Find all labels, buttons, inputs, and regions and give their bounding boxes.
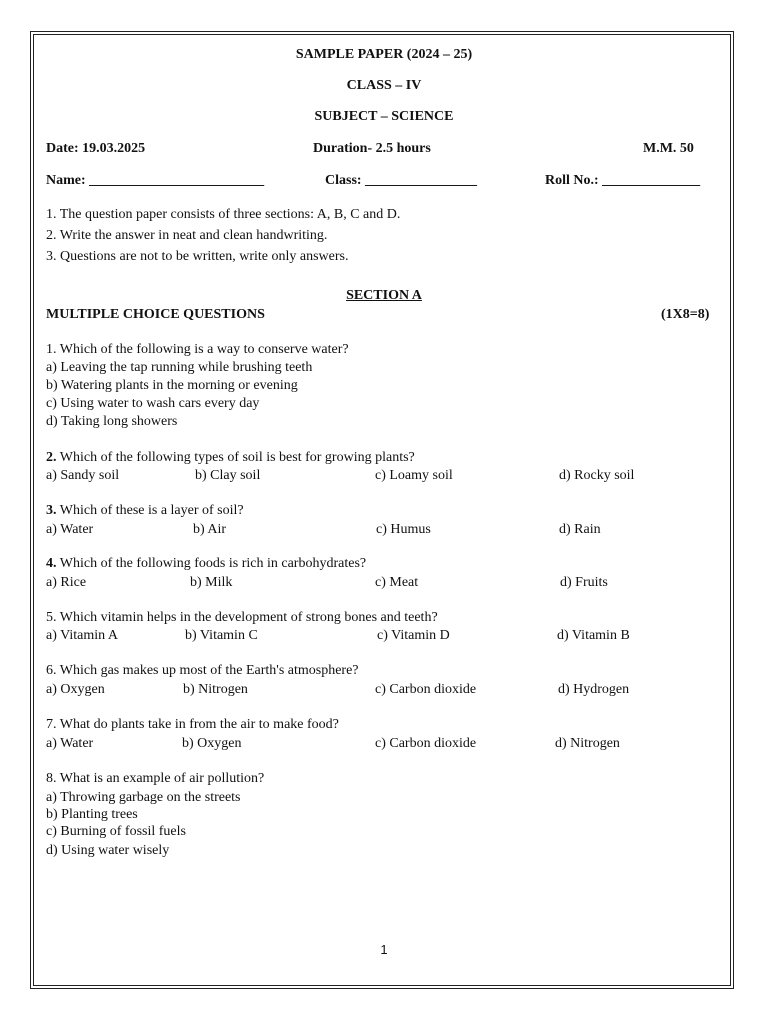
question-1: 1. Which of the following is a way to conserve water? [46,342,349,357]
q7-option-d: d) Nitrogen [555,736,620,751]
question-4: 4. Which of the following foods is rich in carbohydrates? [46,556,367,571]
section-subtitle: MULTIPLE CHOICE QUESTIONS [46,307,265,322]
question-8: 8. What is an example of air pollution? [46,771,265,786]
q6-option-c: c) Carbon dioxide [375,682,477,697]
class-field: Class: ________________ [325,173,478,188]
q6-option-a: a) Oxygen [46,682,105,697]
section-title: SECTION A [346,288,422,303]
q4-option-b: b) Milk [190,575,233,590]
question-3: 3. Which of these is a layer of soil? [46,503,244,518]
q7-option-a: a) Water [46,736,94,751]
q8-option-c: c) Burning of fossil fuels [46,824,186,839]
q5-option-a: a) Vitamin A [46,628,119,643]
q3-option-d: d) Rain [559,522,601,537]
roll-number-field: Roll No.: ______________ [545,173,701,188]
instruction-1: 1. The question paper consists of three sections: A, B, C and D. [46,207,401,222]
q4-option-c: c) Meat [375,575,419,590]
q7-option-c: c) Carbon dioxide [375,736,477,751]
instruction-2: 2. Write the answer in neat and clean handwriting. [46,228,328,243]
q8-option-d: d) Using water wisely [46,843,170,858]
question-6: 6. Which gas makes up most of the Earth's atmosphere? [46,663,359,678]
q2-option-b: b) Clay soil [195,468,261,483]
q4-option-a: a) Rice [46,575,87,590]
q3-option-a: a) Water [46,522,94,537]
q7-option-b: b) Oxygen [182,736,242,751]
q5-option-c: c) Vitamin D [377,628,450,643]
q2-option-d: d) Rocky soil [559,468,635,483]
q3-option-c: c) Humus [376,522,431,537]
q5-option-d: d) Vitamin B [557,628,630,643]
q6-option-d: d) Hydrogen [558,682,630,697]
question-5: 5. Which vitamin helps in the development of strong bones and teeth? [46,610,438,625]
instruction-3: 3. Questions are not to be written, write only answers. [46,249,349,264]
name-field: Name: _________________________ [46,173,265,188]
exam-date: Date: 19.03.2025 [46,141,146,156]
class-line: CLASS – IV [346,78,422,93]
q1-option-c: c) Using water to wash cars every day [46,396,260,411]
q8-option-b: b) Planting trees [46,807,138,822]
section-marks: (1X8=8) [661,307,710,322]
q6-option-b: b) Nitrogen [183,682,248,697]
q1-option-b: b) Watering plants in the morning or evening [46,378,298,393]
page-number: 1 [380,942,388,957]
paper-title: SAMPLE PAPER (2024 – 25) [295,47,473,62]
max-marks: M.M. 50 [643,141,694,156]
q2-option-c: c) Loamy soil [375,468,453,483]
subject-line: SUBJECT – SCIENCE [314,109,454,124]
question-2: 2. Which of the following types of soil is best for growing plants? [46,450,415,465]
q5-option-b: b) Vitamin C [185,628,258,643]
q1-option-a: a) Leaving the tap running while brushing teeth [46,360,313,375]
q8-option-a: a) Throwing garbage on the streets [46,790,241,805]
question-7: 7. What do plants take in from the air to make food? [46,717,339,732]
q2-option-a: a) Sandy soil [46,468,120,483]
q3-option-b: b) Air [193,522,227,537]
exam-duration: Duration- 2.5 hours [313,141,431,156]
q4-option-d: d) Fruits [560,575,608,590]
q1-option-d: d) Taking long showers [46,414,178,429]
